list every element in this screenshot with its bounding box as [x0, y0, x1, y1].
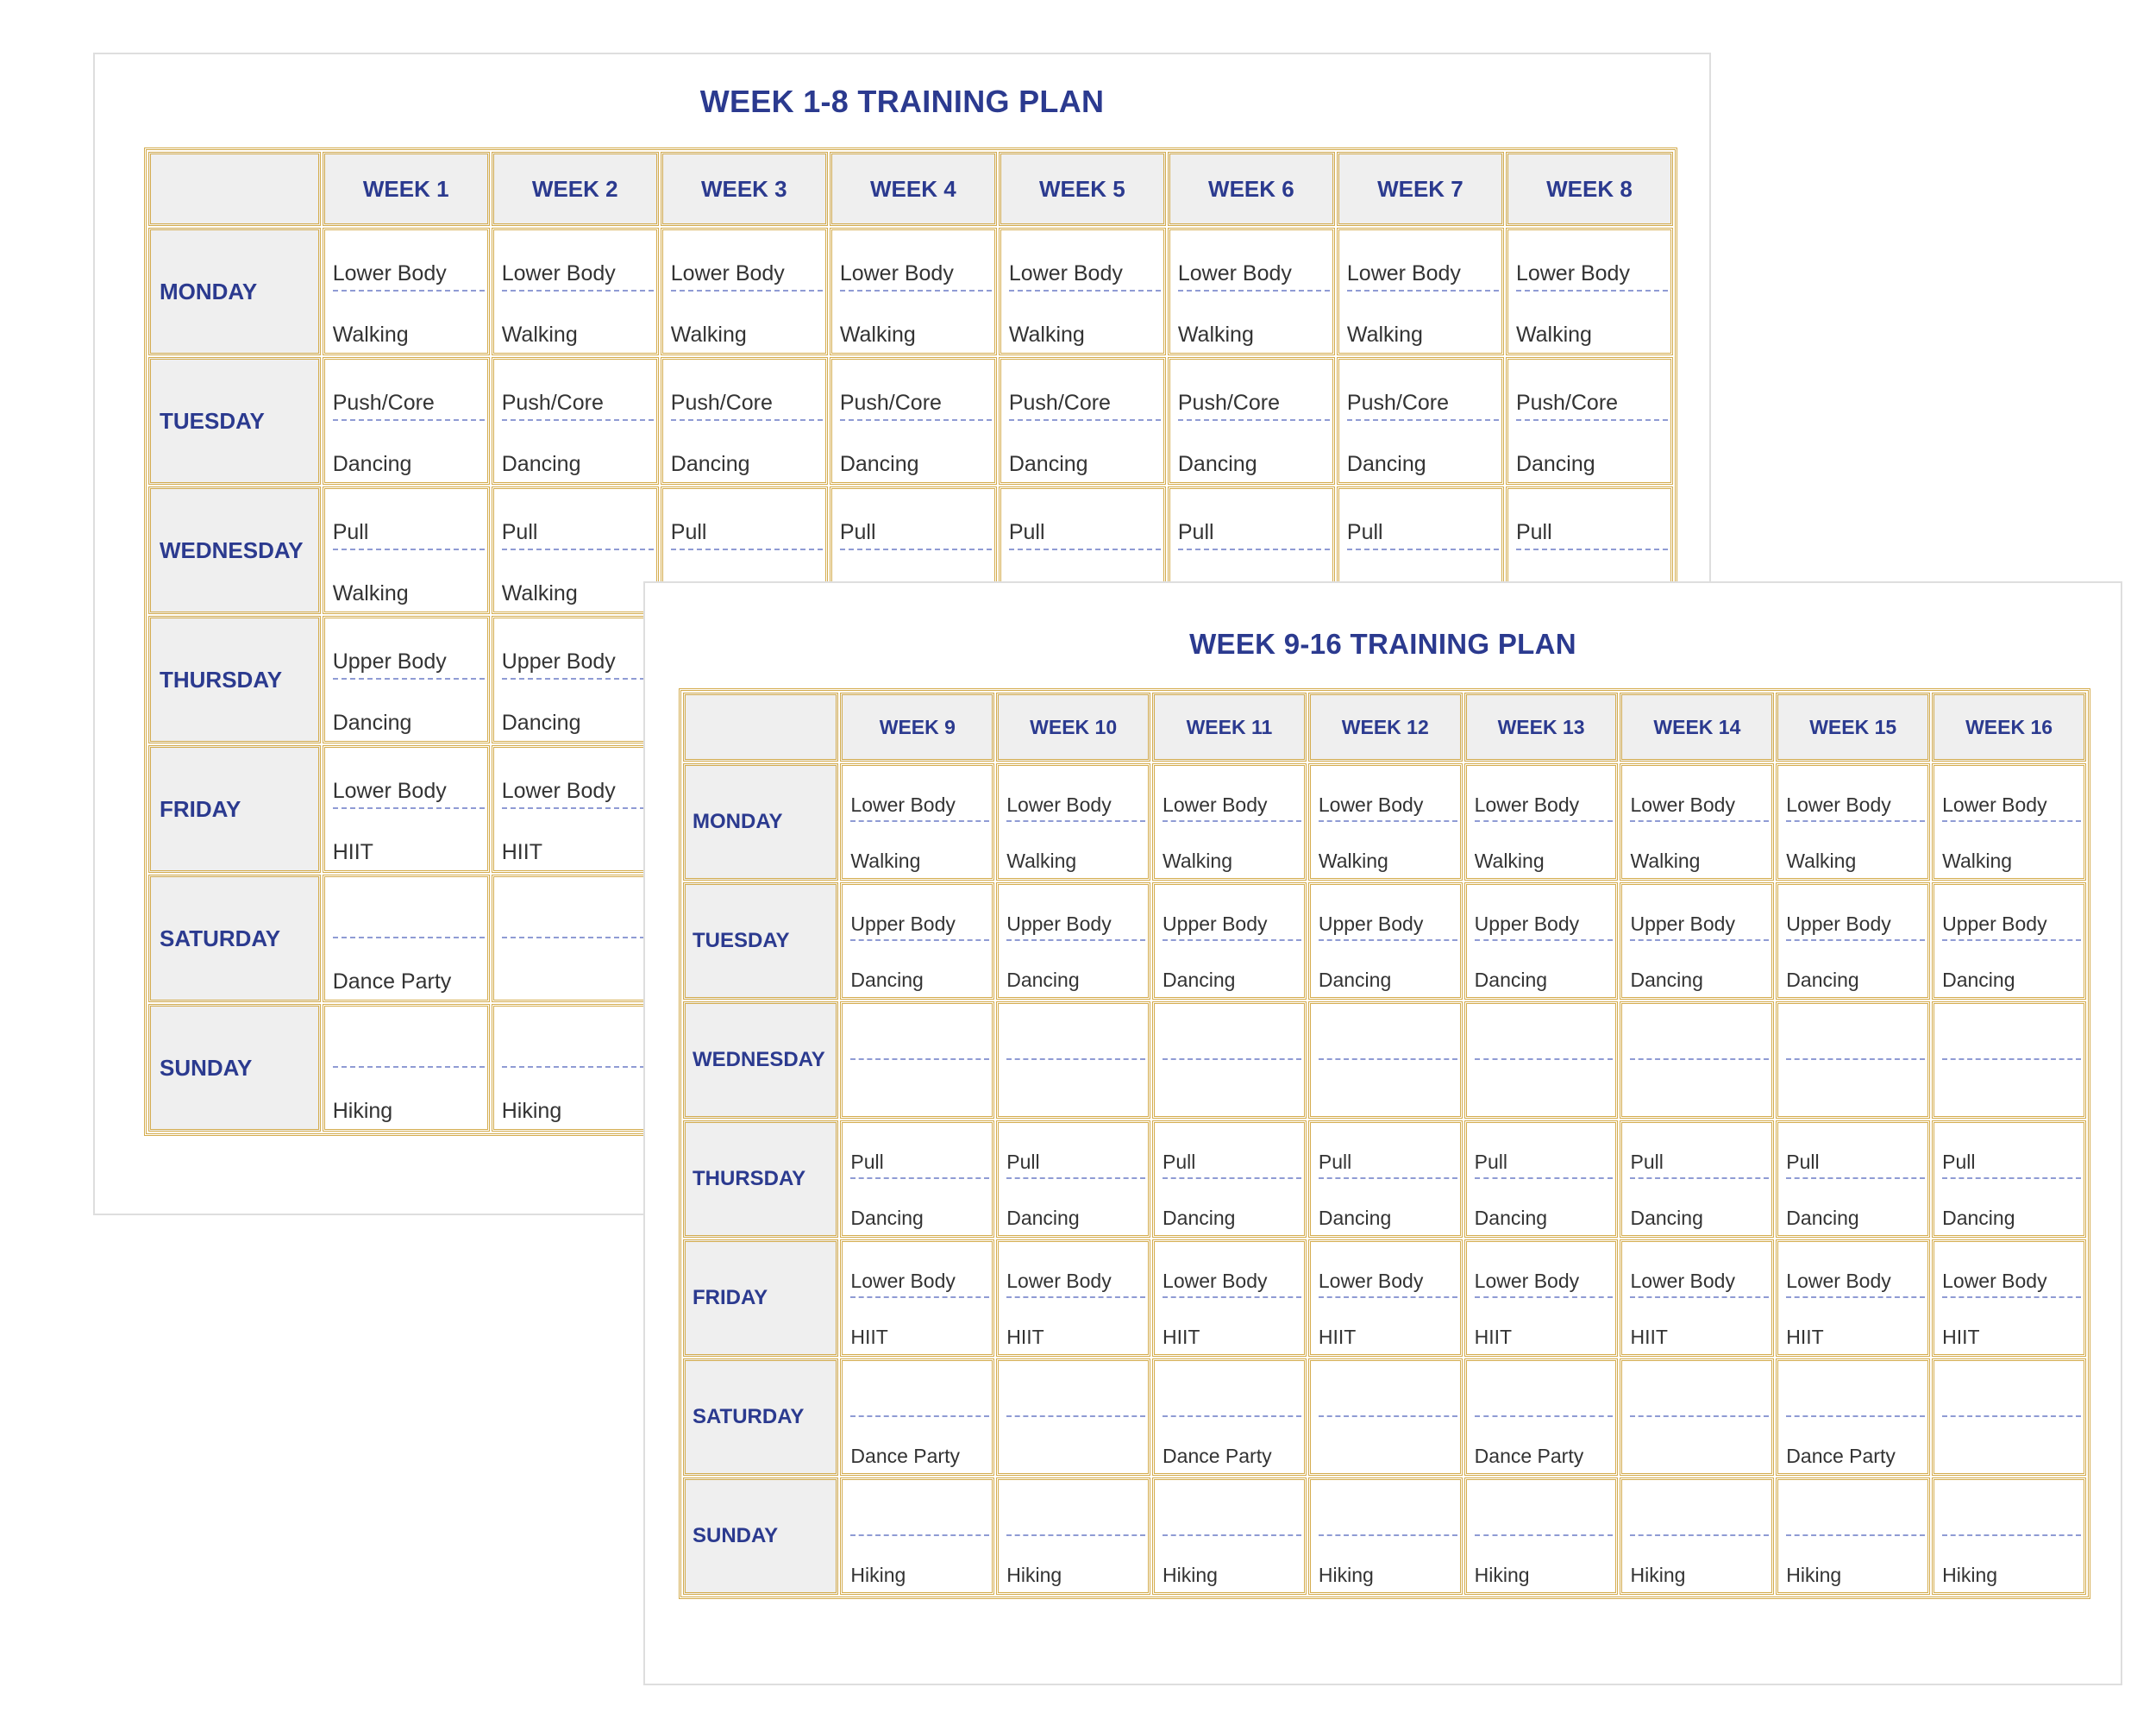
schedule-cell [1620, 1358, 1774, 1476]
week-header: WEEK 13 [1464, 693, 1619, 762]
week-header: WEEK 8 [1506, 152, 1673, 226]
day-row [683, 1001, 2086, 1119]
schedule-cell [1776, 882, 1930, 1000]
workout-slot-secondary: Hiking [1318, 1564, 1374, 1586]
workout-slot-primary: Lower Body [1006, 766, 1145, 822]
workout-slot-secondary: Walking [839, 323, 916, 347]
schedule-cell [996, 882, 1150, 1000]
week-header: WEEK 2 [492, 152, 659, 226]
workout-slot-primary: Upper Body [1475, 885, 1614, 941]
workout-slot-secondary: Walking [1163, 850, 1232, 872]
workout-slot-secondary [1786, 1060, 1925, 1116]
workout-slot-primary [850, 1004, 989, 1060]
workout-slot-secondary [1630, 1417, 1769, 1473]
workout-slot-primary [1163, 1361, 1301, 1417]
schedule-cell [492, 486, 659, 614]
workout-slot-secondary: Dancing [1630, 1207, 1703, 1229]
day-row [683, 1239, 2086, 1357]
workout-slot-secondary: Dancing [332, 711, 412, 735]
schedule-cell [840, 882, 994, 1000]
workout-slot-primary: Pull [502, 489, 654, 550]
workout-slot-primary [1630, 1004, 1769, 1060]
day-label: MONDAY [148, 228, 321, 355]
workout-slot-secondary: HIIT [1942, 1326, 1980, 1348]
schedule-cell [661, 228, 828, 355]
schedule-cell [1620, 1477, 1774, 1595]
workout-slot-secondary: Walking [501, 323, 578, 347]
workout-slot-secondary [1319, 1060, 1457, 1116]
workout-slot-secondary: Walking [850, 850, 921, 872]
workout-slot-secondary: HIIT [1786, 1326, 1824, 1348]
workout-slot-primary: Upper Body [1163, 885, 1301, 941]
workout-slot-secondary: Hiking [1163, 1564, 1218, 1586]
day-row [148, 228, 1673, 355]
workout-slot-primary: Push/Core [1516, 360, 1668, 421]
workout-slot-primary [1786, 1480, 1925, 1536]
schedule-cell [1776, 1001, 1930, 1119]
workout-slot-primary: Lower Body [671, 230, 823, 292]
schedule-cell [1620, 1001, 1774, 1119]
day-label: SUNDAY [148, 1004, 321, 1132]
workout-slot-secondary: Walking [1008, 323, 1085, 347]
workout-slot-secondary: Hiking [1474, 1564, 1530, 1586]
workout-slot-primary: Upper Body [1006, 885, 1145, 941]
workout-slot-secondary: Dancing [1318, 1207, 1392, 1229]
schedule-cell [1152, 1120, 1307, 1238]
schedule-cell [1932, 1001, 2086, 1119]
workout-slot-secondary: Dancing [1515, 452, 1595, 476]
plan-table [679, 688, 2090, 1599]
workout-slot-primary: Lower Body [1630, 1242, 1769, 1298]
workout-slot-secondary: HIIT [332, 840, 373, 864]
schedule-cell [1168, 357, 1335, 485]
week-header: WEEK 4 [830, 152, 997, 226]
workout-slot-primary: Push/Core [502, 360, 654, 421]
workout-slot-primary: Pull [1319, 1123, 1457, 1179]
schedule-cell [1152, 1477, 1307, 1595]
workout-slot-primary: Lower Body [1516, 230, 1668, 292]
week-header: WEEK 10 [996, 693, 1150, 762]
day-row [683, 882, 2086, 1000]
day-label: WEDNESDAY [148, 486, 321, 614]
workout-slot-primary [850, 1480, 989, 1536]
schedule-cell [830, 357, 997, 485]
workout-slot-primary: Upper Body [850, 885, 989, 941]
schedule-cell [1308, 1358, 1463, 1476]
workout-slot-primary: Lower Body [1178, 230, 1330, 292]
workout-slot-primary: Lower Body [850, 1242, 989, 1298]
schedule-cell [1932, 882, 2086, 1000]
workout-slot-secondary: Dancing [1786, 969, 1859, 991]
training-plan-sheet-week-9-16 [643, 581, 2122, 1685]
schedule-cell [492, 1004, 659, 1132]
schedule-cell [323, 875, 490, 1002]
schedule-cell [1464, 763, 1619, 881]
schedule-cell [996, 1239, 1150, 1357]
workout-slot-secondary: Dancing [850, 1207, 924, 1229]
workout-slot-primary [1319, 1361, 1457, 1417]
schedule-cell [492, 875, 659, 1002]
workout-slot-primary: Lower Body [1347, 230, 1499, 292]
workout-slot-secondary: Dancing [1006, 969, 1080, 991]
workout-slot-primary: Push/Core [671, 360, 823, 421]
schedule-cell [1152, 882, 1307, 1000]
workout-slot-primary [333, 1007, 485, 1068]
workout-slot-primary [1942, 1004, 2081, 1060]
workout-slot-primary: Pull [1178, 489, 1330, 550]
workout-slot-primary: Lower Body [1163, 766, 1301, 822]
schedule-cell [1152, 1358, 1307, 1476]
workout-slot-primary: Lower Body [840, 230, 992, 292]
workout-slot-primary: Upper Body [1319, 885, 1457, 941]
workout-slot-secondary: Dancing [1474, 1207, 1548, 1229]
schedule-cell [1464, 1120, 1619, 1238]
workout-slot-secondary: HIIT [850, 1326, 888, 1348]
workout-slot-secondary: Walking [1515, 323, 1592, 347]
workout-slot-secondary: Dancing [1006, 1207, 1080, 1229]
week-header-row [683, 693, 2086, 762]
schedule-cell [840, 1477, 994, 1595]
workout-slot-secondary: Dance Party [1163, 1445, 1272, 1467]
schedule-cell [323, 486, 490, 614]
schedule-cell [1620, 763, 1774, 881]
schedule-cell [661, 357, 828, 485]
schedule-cell [323, 1004, 490, 1132]
day-label: WEDNESDAY [683, 1001, 838, 1119]
workout-slot-primary: Lower Body [1786, 1242, 1925, 1298]
workout-slot-primary: Lower Body [1942, 766, 2081, 822]
schedule-cell [840, 763, 994, 881]
week-header: WEEK 14 [1620, 693, 1774, 762]
workout-slot-primary: Lower Body [502, 748, 654, 809]
workout-slot-secondary: Dancing [1163, 969, 1236, 991]
workout-slot-secondary: Walking [1006, 850, 1077, 872]
workout-slot-primary [1630, 1361, 1769, 1417]
workout-slot-primary: Pull [1942, 1123, 2081, 1179]
workout-slot-primary: Pull [1516, 489, 1668, 550]
day-label: FRIDAY [683, 1239, 838, 1357]
workout-slot-primary [1786, 1361, 1925, 1417]
workout-slot-secondary: Walking [1786, 850, 1857, 872]
workout-slot-secondary: Dancing [1942, 969, 2015, 991]
workout-slot-secondary: Hiking [1786, 1564, 1842, 1586]
schedule-cell [1308, 763, 1463, 881]
day-label: THURSDAY [683, 1120, 838, 1238]
day-row [683, 1358, 2086, 1476]
workout-slot-secondary [1942, 1417, 2081, 1473]
day-label: THURSDAY [148, 616, 321, 743]
workout-slot-secondary: Hiking [332, 1099, 393, 1123]
schedule-cell [1168, 228, 1335, 355]
week-header: WEEK 15 [1776, 693, 1930, 762]
schedule-cell [996, 1120, 1150, 1238]
workout-slot-secondary: HIIT [1006, 1326, 1044, 1348]
workout-slot-primary: Upper Body [502, 618, 654, 680]
schedule-cell [830, 228, 997, 355]
schedule-cell [1620, 1120, 1774, 1238]
schedule-cell [996, 1001, 1150, 1119]
schedule-cell [1932, 1477, 2086, 1595]
workout-slot-primary: Pull [1475, 1123, 1614, 1179]
workout-slot-primary: Lower Body [333, 230, 485, 292]
workout-slot-secondary: Hiking [501, 1099, 562, 1123]
schedule-cell [1152, 1239, 1307, 1357]
workout-slot-secondary: Dancing [1318, 969, 1392, 991]
workout-slot-primary [1319, 1480, 1457, 1536]
schedule-cell [1308, 1001, 1463, 1119]
schedule-cell [1932, 1120, 2086, 1238]
day-label: SATURDAY [683, 1358, 838, 1476]
workout-slot-primary: Lower Body [1163, 1242, 1301, 1298]
day-label: TUESDAY [683, 882, 838, 1000]
workout-slot-secondary: Dancing [850, 969, 924, 991]
workout-slot-primary [1630, 1480, 1769, 1536]
schedule-cell [1152, 763, 1307, 881]
schedule-cell [323, 616, 490, 743]
corner-cell [148, 152, 321, 226]
schedule-cell [1776, 763, 1930, 881]
schedule-cell [1337, 228, 1504, 355]
day-row [683, 1477, 2086, 1595]
workout-slot-secondary [1006, 1060, 1145, 1116]
corner-cell [683, 693, 838, 762]
week-header: WEEK 5 [999, 152, 1166, 226]
workout-slot-primary: Lower Body [850, 766, 989, 822]
week-header: WEEK 6 [1168, 152, 1335, 226]
workout-slot-primary: Pull [1009, 489, 1161, 550]
workout-slot-primary [1942, 1361, 2081, 1417]
workout-slot-secondary: Walking [1474, 850, 1545, 872]
workout-slot-primary: Pull [850, 1123, 989, 1179]
workout-slot-secondary [1006, 1417, 1145, 1473]
day-label: FRIDAY [148, 745, 321, 873]
workout-slot-primary [502, 877, 654, 938]
schedule-cell [492, 357, 659, 485]
workout-slot-secondary: HIIT [1163, 1326, 1200, 1348]
workout-slot-primary [502, 1007, 654, 1068]
schedule-cell [1464, 1239, 1619, 1357]
day-label: SUNDAY [683, 1477, 838, 1595]
week-header-row [148, 152, 1673, 226]
workout-slot-primary [1006, 1004, 1145, 1060]
plan-title: WEEK 9-16 TRAINING PLAN [1189, 628, 1576, 660]
day-row [683, 1120, 2086, 1238]
schedule-cell [1932, 1358, 2086, 1476]
workout-slot-secondary: Walking [501, 581, 578, 605]
workout-slot-primary: Pull [333, 489, 485, 550]
week-header: WEEK 9 [840, 693, 994, 762]
schedule-cell [492, 228, 659, 355]
schedule-cell [1776, 1239, 1930, 1357]
week-header: WEEK 7 [1337, 152, 1504, 226]
schedule-cell [1506, 228, 1673, 355]
workout-slot-secondary: Walking [1177, 323, 1254, 347]
workout-slot-primary [850, 1361, 989, 1417]
workout-slot-secondary: Walking [670, 323, 747, 347]
workout-slot-primary: Upper Body [1630, 885, 1769, 941]
workout-slot-secondary: Hiking [1630, 1564, 1686, 1586]
schedule-cell [1620, 1239, 1774, 1357]
workout-slot-secondary: Dancing [1177, 452, 1257, 476]
workout-slot-primary: Lower Body [1319, 766, 1457, 822]
schedule-cell [1932, 1239, 2086, 1357]
workout-slot-secondary: Dance Party [332, 969, 452, 994]
workout-slot-secondary: Hiking [850, 1564, 906, 1586]
workout-slot-primary [1163, 1480, 1301, 1536]
workout-slot-secondary: Dancing [1008, 452, 1088, 476]
workout-slot-secondary [1163, 1060, 1301, 1116]
workout-slot-primary [1475, 1480, 1614, 1536]
day-label: MONDAY [683, 763, 838, 881]
workout-slot-primary: Pull [840, 489, 992, 550]
schedule-cell [323, 228, 490, 355]
workout-slot-primary [333, 877, 485, 938]
workout-slot-secondary: Walking [1346, 323, 1423, 347]
workout-slot-secondary [1942, 1060, 2081, 1116]
schedule-cell [1776, 1120, 1930, 1238]
workout-slot-primary [1475, 1004, 1614, 1060]
schedule-cell [1932, 763, 2086, 881]
workout-slot-secondary: HIIT [501, 840, 542, 864]
workout-slot-primary: Upper Body [1786, 885, 1925, 941]
workout-slot-secondary: Dancing [839, 452, 919, 476]
workout-slot-secondary: Dancing [1786, 1207, 1859, 1229]
schedule-cell [1506, 357, 1673, 485]
schedule-cell [1152, 1001, 1307, 1119]
schedule-cell [1464, 1477, 1619, 1595]
workout-slot-primary: Lower Body [1475, 1242, 1614, 1298]
workout-slot-primary [1786, 1004, 1925, 1060]
day-row [148, 357, 1673, 485]
schedule-cell [840, 1001, 994, 1119]
workout-slot-primary [1006, 1480, 1145, 1536]
schedule-cell [1308, 1477, 1463, 1595]
workout-slot-secondary [1319, 1417, 1457, 1473]
schedule-cell [492, 616, 659, 743]
workout-slot-primary: Pull [1347, 489, 1499, 550]
workout-slot-secondary: Dancing [1163, 1207, 1236, 1229]
week-header: WEEK 11 [1152, 693, 1307, 762]
plan-title: WEEK 1-8 TRAINING PLAN [699, 84, 1105, 119]
workout-slot-primary: Lower Body [1942, 1242, 2081, 1298]
week-header: WEEK 12 [1308, 693, 1463, 762]
workout-slot-secondary: HIIT [1318, 1326, 1357, 1348]
workout-slot-secondary: Dancing [501, 452, 581, 476]
workout-slot-primary: Lower Body [1630, 766, 1769, 822]
workout-slot-secondary: Hiking [1942, 1564, 1998, 1586]
workout-slot-primary: Lower Body [1006, 1242, 1145, 1298]
workout-slot-primary [1942, 1480, 2081, 1536]
workout-slot-primary [1319, 1004, 1457, 1060]
workout-slot-primary: Upper Body [333, 618, 485, 680]
schedule-cell [1776, 1358, 1930, 1476]
workout-slot-secondary [1475, 1060, 1614, 1116]
schedule-cell [323, 745, 490, 873]
workout-slot-primary [1006, 1361, 1145, 1417]
workout-slot-primary: Pull [671, 489, 823, 550]
workout-slot-secondary: Dancing [1630, 969, 1703, 991]
workout-slot-primary: Push/Core [333, 360, 485, 421]
schedule-cell [840, 1239, 994, 1357]
workout-slot-secondary: Dancing [1474, 969, 1548, 991]
schedule-cell [999, 228, 1166, 355]
workout-slot-primary: Lower Body [1319, 1242, 1457, 1298]
schedule-cell [1620, 882, 1774, 1000]
workout-slot-secondary: Dancing [670, 452, 750, 476]
workout-slot-secondary: Walking [1318, 850, 1388, 872]
workout-slot-secondary: Hiking [1006, 1564, 1062, 1586]
schedule-cell [1308, 1239, 1463, 1357]
week-header: WEEK 1 [323, 152, 490, 226]
schedule-cell [492, 745, 659, 873]
workout-slot-secondary: Dancing [1346, 452, 1426, 476]
workout-slot-secondary: Walking [332, 581, 409, 605]
workout-slot-secondary: Dancing [1942, 1207, 2015, 1229]
week-header: WEEK 3 [661, 152, 828, 226]
workout-slot-primary: Lower Body [1786, 766, 1925, 822]
schedule-cell [1464, 1358, 1619, 1476]
workout-slot-primary: Lower Body [1475, 766, 1614, 822]
schedule-cell [840, 1358, 994, 1476]
schedule-cell [996, 1358, 1150, 1476]
workout-slot-secondary: Dance Party [1786, 1445, 1896, 1467]
workout-slot-primary: Pull [1630, 1123, 1769, 1179]
schedule-cell [840, 1120, 994, 1238]
workout-slot-secondary: HIIT [1474, 1326, 1513, 1348]
workout-slot-primary: Upper Body [1942, 885, 2081, 941]
workout-slot-primary: Pull [1006, 1123, 1145, 1179]
workout-slot-primary: Pull [1163, 1123, 1301, 1179]
workout-slot-secondary [850, 1060, 989, 1116]
week-header: WEEK 16 [1932, 693, 2086, 762]
schedule-cell [1464, 1001, 1619, 1119]
workout-slot-secondary [502, 938, 654, 1000]
workout-slot-secondary: Walking [332, 323, 409, 347]
workout-slot-primary: Lower Body [502, 230, 654, 292]
workout-slot-secondary: Dancing [332, 452, 412, 476]
schedule-cell [996, 763, 1150, 881]
day-label: TUESDAY [148, 357, 321, 485]
schedule-cell [1308, 1120, 1463, 1238]
schedule-cell [1776, 1477, 1930, 1595]
day-row [683, 763, 2086, 881]
workout-slot-secondary: Dance Party [1474, 1445, 1584, 1467]
workout-slot-primary: Push/Core [1347, 360, 1499, 421]
workout-slot-secondary: HIIT [1630, 1326, 1668, 1348]
workout-slot-primary: Lower Body [333, 748, 485, 809]
workout-slot-secondary [1630, 1060, 1769, 1116]
workout-slot-primary: Push/Core [1009, 360, 1161, 421]
schedule-cell [323, 357, 490, 485]
workout-slot-secondary: Walking [1630, 850, 1701, 872]
schedule-cell [996, 1477, 1150, 1595]
workout-slot-primary [1163, 1004, 1301, 1060]
schedule-cell [1308, 882, 1463, 1000]
workout-slot-secondary: Dance Party [850, 1445, 960, 1467]
workout-slot-secondary: Dancing [501, 711, 581, 735]
workout-slot-primary: Push/Core [1178, 360, 1330, 421]
workout-slot-primary: Lower Body [1009, 230, 1161, 292]
schedule-cell [1464, 882, 1619, 1000]
schedule-cell [999, 357, 1166, 485]
workout-slot-primary [1475, 1361, 1614, 1417]
workout-slot-primary: Pull [1786, 1123, 1925, 1179]
schedule-cell [1337, 357, 1504, 485]
day-label: SATURDAY [148, 875, 321, 1002]
workout-slot-primary: Push/Core [840, 360, 992, 421]
workout-slot-secondary: Walking [1942, 850, 2013, 872]
